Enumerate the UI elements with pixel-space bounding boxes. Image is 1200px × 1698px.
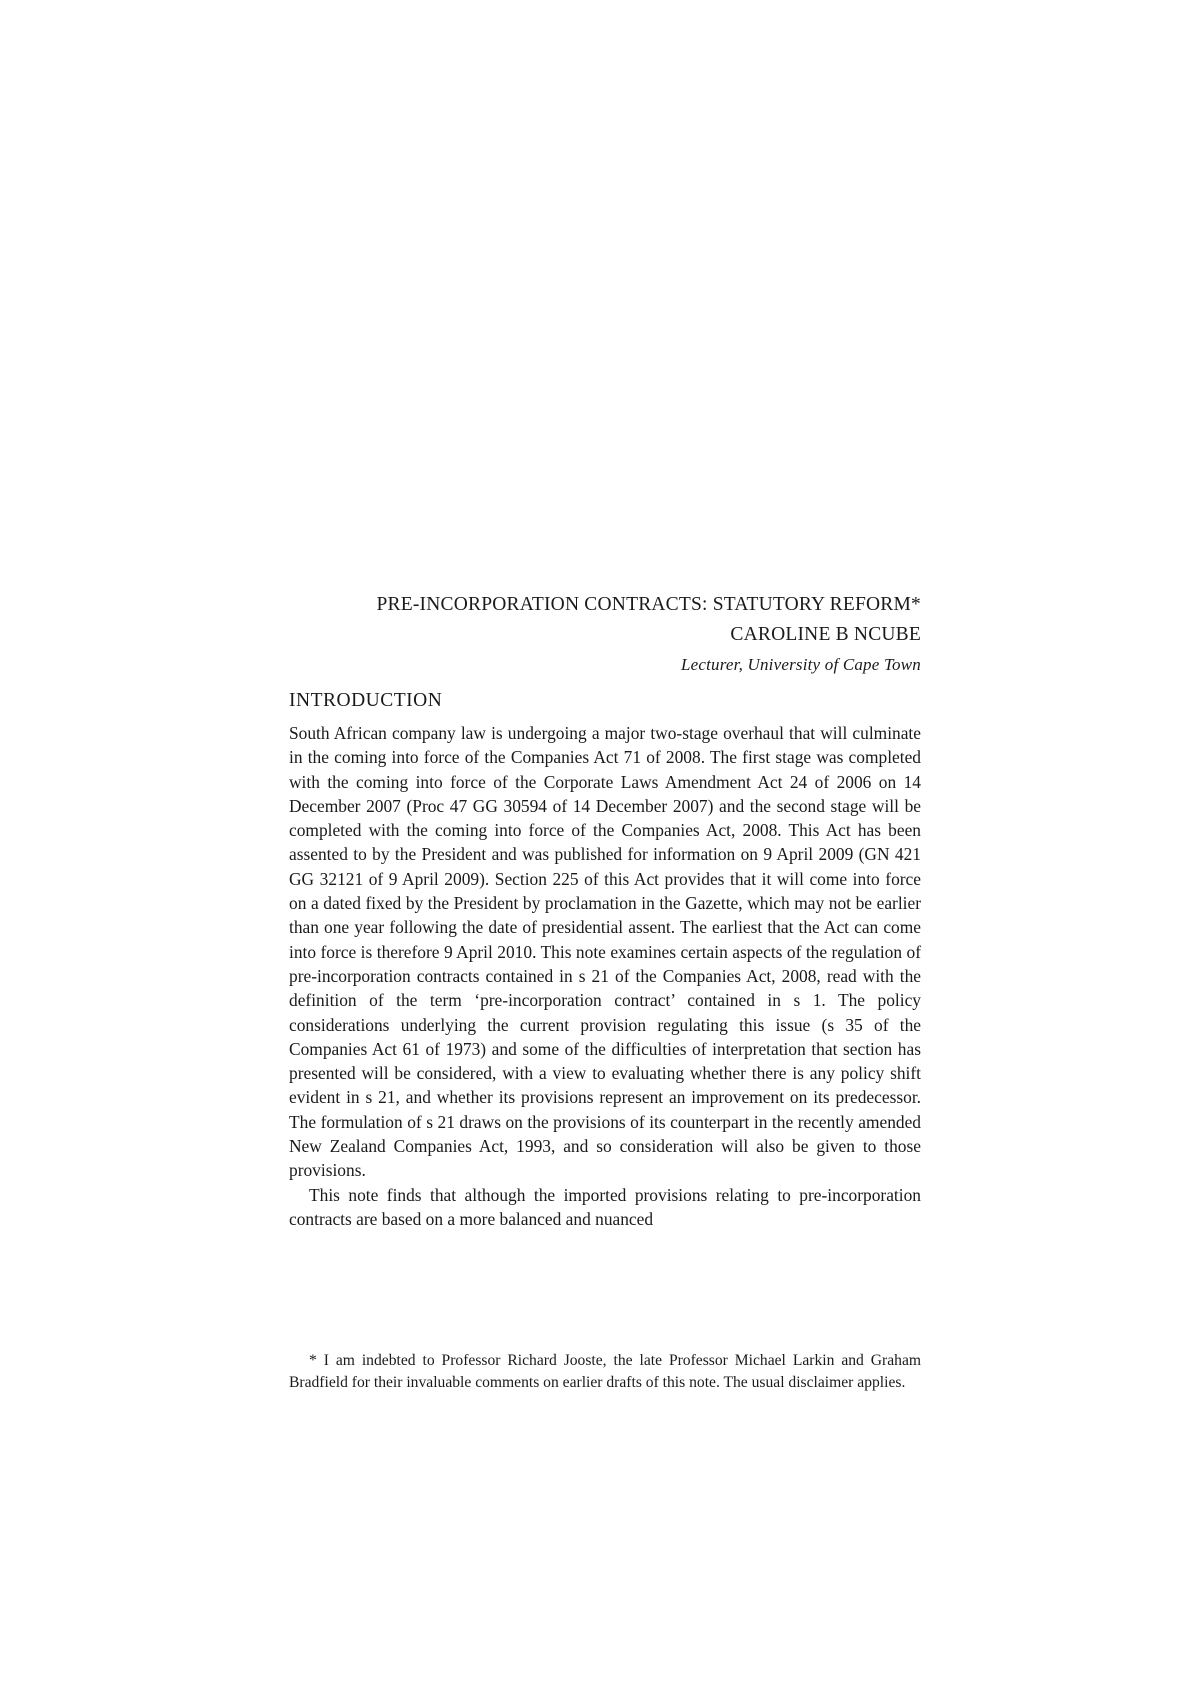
footnote-text: * I am indebted to Professor Richard Jooste, the late Professor Michael Larkin and Graham Bradfield for their invaluable comments on earlier drafts of this note. The usual disclaimer applies. — [289, 1352, 921, 1391]
section-heading: INTRODUCTION — [289, 690, 443, 711]
paragraph: South African company law is undergoing a major two-stage overhaul that will culminate in the coming into force of the Companies Act 71 of 2008. The first stage was completed with the coming into force of the Corporate Laws Amendment Act 24 of 2006 on 14 December 2007 (Proc 47 GG 30594 of 14 December 2007) and the second stage will be completed with the coming into force of the Companies Act, 2008. This Act has been assented to by the President and was published for information on 9 April 2009 (GN 421 GG 32121 of 9 April 2009). Section 225 of this Act provides that it will come into force on a dated fixed by the President by proclamation in the Gazette, which may not be earlier than one year following the date of presidential assent. The earliest that the Act can come into force is therefore 9 April 2010. This note examines certain aspects of the regulation of pre-incorporation contracts contained in s 21 of the Companies Act, 2008, read with the definition of the term ‘pre-incorporation contract’ contained in s 1. The policy considerations underlying the current provision regulating this issue (s 35 of the Companies Act 61 of 1973) and some of the difficulties of interpretation that section has presented will be considered, with a view to evaluating whether there is any policy shift evident in s 21, and whether its provisions represent an improvement on its predecessor. The formulation of s 21 draws on the provisions of its counterpart in the recently amended New Zealand Companies Act, 1993, and so consideration will also be given to those provisions. — [289, 723, 921, 1181]
paragraph: This note finds that although the imported provisions relating to pre-incorporation contracts are based on a more balanced and nuanced — [289, 1184, 921, 1229]
author-name: CAROLINE B NCUBE — [730, 624, 921, 645]
article-title: PRE-INCORPORATION CONTRACTS: STATUTORY REFORM* — [376, 594, 921, 615]
body-text — [289, 721, 921, 1231]
author-affiliation: Lecturer, University of Cape Town — [680, 655, 921, 674]
footnote — [289, 1350, 921, 1393]
article-header — [289, 590, 921, 678]
